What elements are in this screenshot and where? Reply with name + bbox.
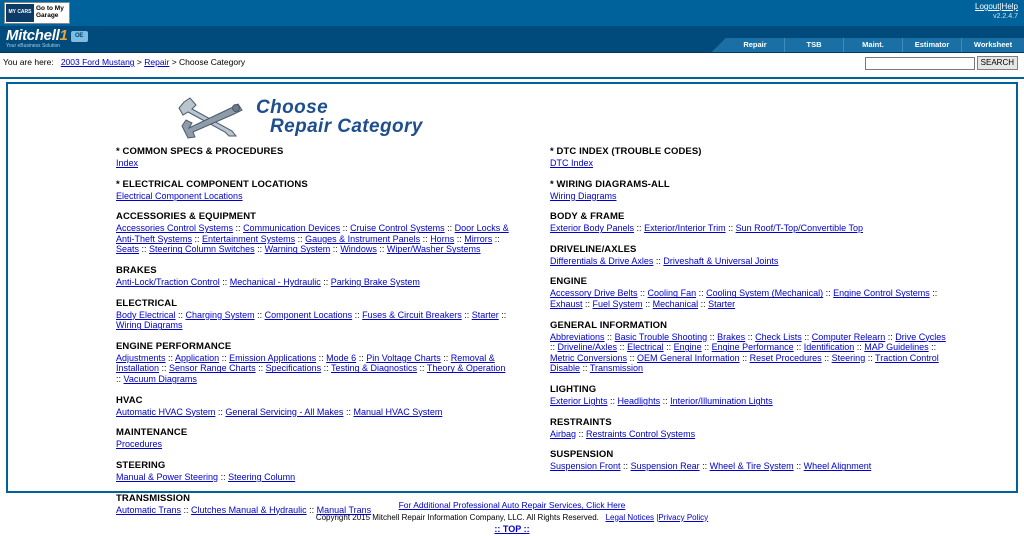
link-separator: :: [321,363,331,374]
tab-tsb[interactable]: TSB [785,38,844,52]
category-group [550,211,1016,234]
category-links [116,223,512,255]
link-separator: :: [295,233,306,244]
breadcrumb-current: Choose Category [179,57,246,67]
version-label: v2.2.4.7 [993,13,1018,21]
tab-repair[interactable]: Repair [726,38,785,52]
page-title-block [8,84,1016,146]
breadcrumb-sep-1: > [136,57,142,67]
link-separator: :: [617,342,628,353]
category-link[interactable]: Warning System [264,244,331,255]
link-separator: :: [854,342,865,353]
category-link[interactable]: Automatic HVAC System [116,406,216,417]
link-separator: :: [219,277,230,288]
category-links [550,223,950,234]
category-link[interactable]: Differentials & Drive Axles [550,255,654,266]
category-link[interactable]: Fuel System [592,299,643,310]
category-heading: ELECTRICAL [116,297,178,309]
category-link[interactable]: Engine Control Systems [833,288,930,299]
link-separator: :: [821,352,832,363]
link-separator: :: [175,309,186,320]
category-group [116,298,512,331]
category-link[interactable]: Adjustments [116,352,166,363]
category-columns [8,146,1016,525]
category-link[interactable]: Headlights [617,396,661,407]
legal-notices-link[interactable]: Legal Notices [605,512,655,522]
category-link[interactable]: Driveline/Axles [557,342,618,353]
link-separator: :: [620,461,631,472]
category-link[interactable]: Gauges & Instrument Panels [305,233,421,244]
link-separator: :: [576,428,587,439]
category-link[interactable]: Basic Trouble Shooting [614,331,708,342]
breadcrumb-vehicle-link[interactable]: 2003 Ford Mustang [60,57,135,67]
category-links [550,288,950,309]
category-group [550,244,1016,267]
category-heading: HVAC [116,394,143,406]
category-link[interactable]: Abbreviations [550,331,605,342]
link-separator: :: [352,309,363,320]
link-separator: :: [139,244,150,255]
page-title [256,98,423,136]
category-link[interactable]: Restraints Control Systems [586,428,696,439]
category-heading: DRIVELINE/AXLES [550,243,637,255]
link-separator: :: [420,233,431,244]
footer-divider: | [656,512,659,522]
link-separator: :: [725,223,736,234]
link-separator: :: [376,244,387,255]
link-separator: :: [707,331,718,342]
category-link[interactable]: Specifications [265,363,322,374]
right-column [512,146,1016,525]
link-separator: :: [165,352,176,363]
category-heading: BODY & FRAME [550,211,625,223]
link-separator: :: [330,244,341,255]
link-separator: :: [550,342,558,353]
category-link[interactable]: Parking Brake System [330,277,420,288]
link-separator: :: [454,233,465,244]
link-separator: :: [218,471,229,482]
category-link[interactable]: Automatic Trans [116,504,182,515]
category-link[interactable]: Engine [673,342,702,353]
category-links [550,191,950,202]
category-links [116,353,512,385]
category-group [550,449,1016,472]
link-separator: :: [653,255,664,266]
brand-tagline: Your eBusiness Solution [6,43,61,49]
category-link[interactable]: Exterior/Interior Trim [644,223,726,234]
category-link[interactable]: Sun Roof/T-Top/Convertible Top [735,223,863,234]
category-link[interactable]: Procedures [116,439,163,450]
category-link[interactable]: Mirrors [464,233,493,244]
link-separator: :: [461,309,472,320]
category-link[interactable]: Wheel Alignment [803,461,872,472]
brand-logo [6,28,88,49]
category-link[interactable]: Clutches Manual & Hydraulic [191,504,307,515]
category-link[interactable]: Wiring Diagrams [116,320,183,331]
help-link[interactable]: Help [1001,2,1018,11]
category-link[interactable]: Cooling System (Mechanical) [706,288,824,299]
category-link[interactable]: Drive Cycles [895,331,946,342]
link-separator: :: [637,288,648,299]
pro-services-link[interactable]: For Additional Professional Auto Repair Services, Click Here [398,500,626,510]
category-link[interactable]: Index [116,158,139,168]
category-link[interactable]: Cruise Control Systems [350,223,445,234]
category-link[interactable]: Mode 6 [326,352,357,363]
my-cars-line2: Garage [36,12,59,19]
back-to-top-link[interactable]: :: TOP :: [494,524,530,535]
category-group [116,427,512,450]
category-links [550,396,950,407]
category-link[interactable]: Communication Devices [243,223,341,234]
link-separator: :: [793,342,804,353]
category-link[interactable]: Identification [803,342,855,353]
category-link[interactable]: Pin Voltage Charts [366,352,441,363]
category-links [550,429,950,440]
link-separator: :: [492,233,500,244]
category-link[interactable]: OEM General Information [637,352,740,363]
category-link[interactable]: Body Electrical [116,309,176,320]
oe-badge: OE [71,31,88,42]
privacy-policy-link[interactable]: Privacy Policy [658,512,709,522]
link-separator: :: [181,504,192,515]
category-link[interactable]: Wheel & Tire System [709,461,794,472]
category-link[interactable]: Steering Column [228,471,296,482]
my-cars-button[interactable] [4,2,70,24]
category-link[interactable]: Brakes [717,331,746,342]
category-link[interactable]: Airbag [550,428,577,439]
link-separator: :: [219,352,230,363]
category-heading: TRANSMISSION [116,492,191,504]
tab-maint[interactable]: Maint. [844,38,903,52]
category-heading: STEERING [116,459,166,471]
category-link[interactable]: Starter [708,299,736,310]
category-link[interactable]: Accessory Drive Belts [550,288,638,299]
category-heading: * WIRING DIAGRAMS-ALL [550,178,670,190]
link-separator: :: [159,363,170,374]
link-separator: :: [116,374,124,385]
link-separator: :: [417,363,427,374]
link-separator: :: [254,309,265,320]
category-links [550,461,950,472]
link-separator: :: [215,406,226,417]
category-link[interactable]: Charging System [185,309,255,320]
category-heading: MAINTENANCE [116,427,188,439]
brand-dot: 1 [59,27,68,44]
category-group [116,493,512,516]
link-separator: :: [634,223,645,234]
category-link[interactable]: Door Locks & Anti-Theft Systems [116,223,509,244]
page-title-line1: Choose [256,97,329,118]
category-link[interactable]: Traction Control Disable [550,352,939,374]
top-bar-right [975,2,1018,21]
category-links [116,191,512,202]
category-link[interactable]: DTC Index [550,158,594,168]
category-group [116,179,512,202]
category-heading: * DTC INDEX (TROUBLE CODES) [550,146,702,157]
category-heading: * ELECTRICAL COMPONENT LOCATIONS [116,178,308,190]
category-link[interactable]: Electrical Component Locations [116,190,243,201]
link-separator: :: [701,342,712,353]
category-group [550,384,1016,407]
category-link[interactable]: Fuses & Circuit Breakers [362,309,462,320]
category-link[interactable]: Computer Relearn [811,331,886,342]
category-link[interactable]: Application [175,352,220,363]
category-links [116,407,512,418]
category-links [550,332,950,374]
category-link[interactable]: Starter [471,309,499,320]
link-separator: :: [663,342,674,353]
category-link[interactable]: Steering [831,352,866,363]
category-group [550,146,1016,169]
category-heading: ACCESSORIES & EQUIPMENT [116,211,257,223]
category-link[interactable]: Sensor Range Charts [169,363,256,374]
category-link[interactable]: Interior/Illumination Lights [670,396,773,407]
category-group [550,320,1016,374]
nav-slant-decoration [712,38,726,52]
category-group [116,395,512,418]
link-separator: :: [865,352,876,363]
link-separator: :: [255,363,266,374]
link-separator: :: [642,299,653,310]
page-title-line2: Repair Category [270,116,423,137]
category-group [550,276,1016,309]
category-link[interactable]: Mechanical - Hydraulic [229,277,321,288]
category-link[interactable]: MAP Guidelines [864,342,929,353]
brand-name: Mitchell [6,27,60,44]
breadcrumb-sep-2: > [171,57,177,67]
tab-worksheet[interactable]: Worksheet [962,38,1024,52]
category-link[interactable]: Wiper/Washer Systems [386,244,481,255]
link-separator: :: [604,331,615,342]
category-link[interactable]: Wiring Diagrams [550,190,617,201]
category-link[interactable]: Exhaust [550,299,583,310]
breadcrumb-prefix: You are here: [3,57,54,67]
category-link[interactable]: General Servicing - All Makes [225,406,344,417]
link-separator: :: [444,223,455,234]
category-link[interactable]: Reset Procedures [749,352,822,363]
link-separator: :: [192,233,203,244]
link-separator: :: [793,461,804,472]
link-separator: :: [343,406,354,417]
category-links [550,158,950,169]
my-cars-line1: Go to My [36,5,64,13]
link-separator: :: [582,299,593,310]
category-heading: ENGINE [550,276,588,288]
left-column [8,146,512,525]
link-separator: :: [801,331,812,342]
link-separator: :: [928,342,937,353]
category-group [550,179,1016,202]
category-link[interactable]: Manual & Power Steering [116,471,219,482]
link-separator: :: [696,288,707,299]
link-separator: :: [320,277,331,288]
link-separator: :: [660,396,671,407]
search-box [865,56,1018,70]
link-separator: :: [698,299,709,310]
category-heading: ENGINE PERFORMANCE [116,340,232,352]
link-separator: :: [745,331,756,342]
category-links [116,472,512,483]
category-link[interactable]: Seats [116,244,140,255]
link-separator: :: [580,363,590,374]
link-separator: :: [498,309,507,320]
breadcrumb-repair-link[interactable]: Repair [144,57,170,67]
category-links [116,158,512,169]
category-heading: LIGHTING [550,384,597,396]
category-link[interactable]: Windows [340,244,377,255]
link-separator: :: [885,331,896,342]
category-heading: GENERAL INFORMATION [550,319,668,331]
category-links [550,256,950,267]
category-heading: RESTRAINTS [550,416,612,428]
category-link[interactable]: Accessories Control Systems [116,223,234,234]
category-link[interactable]: Electrical [627,342,664,353]
category-link[interactable]: Suspension Rear [630,461,700,472]
search-button[interactable]: SEARCH [977,56,1018,70]
category-link[interactable]: Removal & Installation [116,352,495,374]
link-separator: :: [340,223,351,234]
category-link[interactable]: Engine Performance [711,342,794,353]
category-group [116,341,512,385]
top-bar [0,0,1024,26]
category-link[interactable]: Cooling Fan [647,288,697,299]
category-link[interactable]: Exterior Body Panels [550,223,635,234]
category-link[interactable]: Theory & Operation [426,363,506,374]
link-separator: :: [356,352,367,363]
nav-tabs [712,38,1024,52]
category-links [116,310,512,331]
link-separator: :: [254,244,265,255]
link-separator: :: [306,504,317,515]
brand-bar [0,26,1024,53]
copyright-text: Copyright 2015 Mitchell Repair Information Company, LLC. All Rights Reserved. [315,512,599,522]
category-group [116,146,512,169]
category-group [550,417,1016,440]
category-link[interactable]: Metric Conversions [550,352,628,363]
category-link[interactable]: Suspension Front [550,461,621,472]
category-link[interactable]: Horns [430,233,455,244]
category-link[interactable]: Anti-Lock/Traction Control [116,277,220,288]
category-link[interactable]: Entertainment Systems [202,233,296,244]
logout-link[interactable]: Logout [975,2,1000,11]
category-link[interactable]: Driveshaft & Universal Joints [663,255,779,266]
link-separator: :: [316,352,327,363]
link-separator: :: [739,352,750,363]
category-link[interactable]: Transmission [589,363,644,374]
link-separator: :: [929,288,938,299]
breadcrumb-row [0,53,1024,79]
search-input[interactable] [865,57,975,70]
category-links [116,277,512,288]
category-link[interactable]: Manual Trans [316,504,372,515]
category-link[interactable]: Manual HVAC System [353,406,443,417]
category-group [116,211,512,255]
category-group [116,460,512,483]
category-link[interactable]: Component Locations [264,309,353,320]
category-heading: SUSPENSION [550,449,614,461]
category-link[interactable]: Emission Applications [229,352,317,363]
link-separator: :: [233,223,244,234]
category-link[interactable]: Vacuum Diagrams [123,374,197,385]
breadcrumb [3,57,245,67]
category-link[interactable]: Mechanical [652,299,699,310]
link-separator: :: [823,288,834,299]
tab-estimator[interactable]: Estimator [903,38,962,52]
category-heading: BRAKES [116,265,157,277]
category-heading: * COMMON SPECS & PROCEDURES [116,146,284,157]
category-group [116,265,512,288]
category-links [116,439,512,450]
link-separator: :: [627,352,638,363]
link-separator: :: [699,461,710,472]
link-separator: :: [607,396,618,407]
category-link[interactable]: Steering Column Switches [149,244,255,255]
category-links [116,505,512,516]
topbar-divider: | [999,2,1002,11]
category-link[interactable]: Check Lists [755,331,802,342]
wrench-icon [176,96,250,138]
my-cars-logo: MY CARS [6,4,34,22]
category-link[interactable]: Testing & Diagnostics [330,363,418,374]
category-link[interactable]: Exterior Lights [550,396,608,407]
link-separator: :: [440,352,451,363]
